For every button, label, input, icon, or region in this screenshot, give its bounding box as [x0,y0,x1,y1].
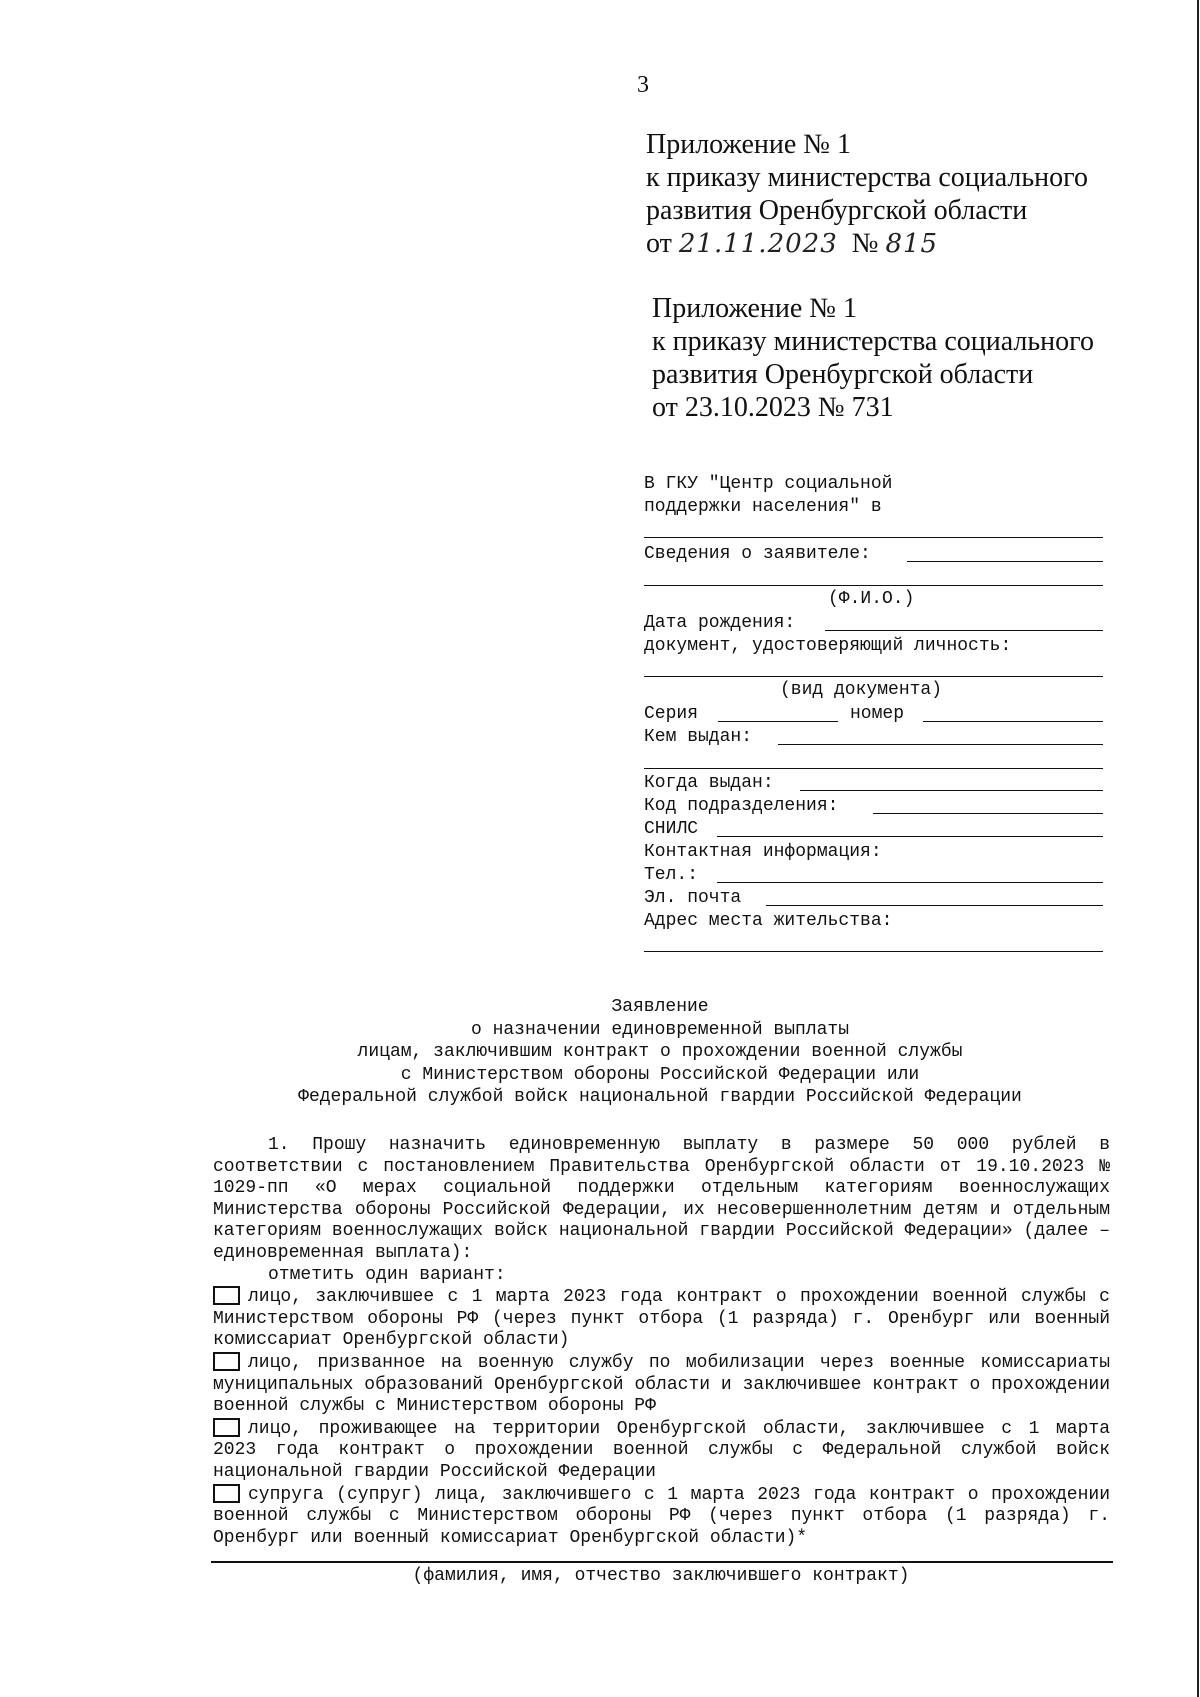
phone-label: Тел.: [644,865,699,885]
email-label: Эл. почта [644,888,742,908]
contract-person-name-field[interactable] [211,1561,1113,1563]
option-2-label: лицо, призванное на военную службу по мобилизации через военные комиссариаты муниципальных образований Оренбургской области и заключившее контракт о прохождении военной службы с Министерством обороны РФ [213,1352,1110,1417]
choose-one-note: отметить один вариант: [268,1264,506,1285]
snils-field[interactable] [717,836,1103,837]
option-4 [213,1484,1110,1550]
issue-date-label: Когда выдан: [644,773,774,793]
phone-field[interactable] [717,882,1103,883]
amendment-header-date-line [646,227,1088,261]
doc-type-note: (вид документа) [780,680,943,700]
application-title [0,996,1200,1109]
option-2 [213,1352,1110,1418]
number-prefix: № [851,228,879,259]
option-4-checkbox[interactable] [213,1484,240,1503]
title-line4: с Министерством обороны Российской Федерации или [400,1064,920,1085]
birth-date-field[interactable] [825,630,1103,631]
option-1-checkbox[interactable] [213,1286,240,1305]
addressee-blank-line [644,537,1103,538]
title-line5: Федеральной службой войск национальной гвардии Российской Федерации [298,1087,1022,1107]
division-code-field[interactable] [873,813,1103,814]
original-header [652,292,1094,424]
series-label: Серия [644,704,699,724]
title-line3: лицам, заключившим контракт о прохождении военной службы [357,1042,963,1062]
contact-label: Контактная информация: [644,842,882,862]
amendment-header-line1: Приложение № 1 [646,129,851,160]
birth-date-label: Дата рождения: [644,613,796,633]
option-2-checkbox[interactable] [213,1352,240,1371]
address-field[interactable] [644,951,1103,952]
division-code-label: Код подразделения: [644,796,839,816]
signature-caption: (фамилия, имя, отчество заключившего контракт) [412,1566,910,1586]
addressee-line1: В ГКУ "Центр социальной [644,474,893,494]
fio-note: (Ф.И.О.) [828,589,915,609]
issued-by-label: Кем выдан: [644,727,753,747]
fio-field[interactable] [644,585,1103,586]
option-4-label: супруга (супруг) лица, заключившего с 1 марта 2023 года контракт о прохождении военной службы с Министерством обороны РФ (через пункт отбора (1 разряда) г. Оренбург или военный комиссариат Оренбургской области)* [213,1484,1110,1548]
title-line2: о назначении единовременной выплаты [470,1019,850,1040]
handwritten-date: 21.11.2023 [678,229,838,259]
number-label: номер [850,704,905,724]
original-header-line1: Приложение № 1 [652,293,857,324]
snils-label: СНИЛС [644,819,699,839]
issue-date-field[interactable] [800,790,1103,791]
page-edge-line [1197,0,1199,1697]
address-label: Адрес места жительства: [644,911,893,931]
issued-by-field[interactable] [778,744,1103,745]
original-header-line3: развития Оренбургской области [652,359,1034,390]
number-field[interactable] [923,721,1103,722]
option-3 [213,1418,1110,1484]
applicant-info-label: Сведения о заявителе: [644,544,871,564]
title-line1: Заявление [611,997,709,1017]
id-document-field[interactable] [644,676,1103,677]
original-header-line4: от 23.10.2023 № 731 [652,392,894,423]
option-3-label: лицо, проживающее на территории Оренбургской области, заключившее с 1 марта 2023 года контракт о прохождении военной службы с Федеральной службой войск национальной гвардии Российской Федерации [213,1418,1110,1482]
application-body [213,1135,1110,1549]
handwritten-number: 815 [885,229,939,259]
email-field[interactable] [766,905,1103,906]
option-1 [213,1286,1110,1352]
option-1-label: лицо, заключившее с 1 марта 2023 года контракт о прохождении военной службы с Министерством обороны РФ (через пункт отбора (1 разряда) г. Оренбург или военный комиссариат Оренбургской области) [213,1287,1110,1351]
option-3-checkbox[interactable] [213,1418,240,1437]
paragraph-1: 1. Прошу назначить единовременную выплату в размере 50 000 рублей в соответствии с постановлением Правительства Оренбургской области от 19.10.2023 № 1029-пп «О мерах социальной поддержки отдельным категориям военнослужащих Министерства обороны Российской Федерации, их несовершеннолетним детям и отдельным категориям военнослужащих войск национальной гвардии Российской Федерации» (далее – единовременная выплата): [213,1135,1110,1263]
amendment-header-line3: развития Оренбургской области [646,195,1028,226]
issued-by-field-2[interactable] [644,768,1103,769]
page-number: 3 [637,72,649,98]
amendment-header-line2: к приказу министерства социального [646,162,1088,193]
id-document-label: документ, удостоверяющий личность: [644,636,1012,656]
original-header-line2: к приказу министерства социального [652,326,1094,357]
amendment-header [646,128,1088,261]
applicant-info-field[interactable] [907,561,1103,562]
series-field[interactable] [718,721,838,722]
date-prefix: от [646,228,672,259]
addressee-line2: поддержки населения" в [644,497,882,517]
